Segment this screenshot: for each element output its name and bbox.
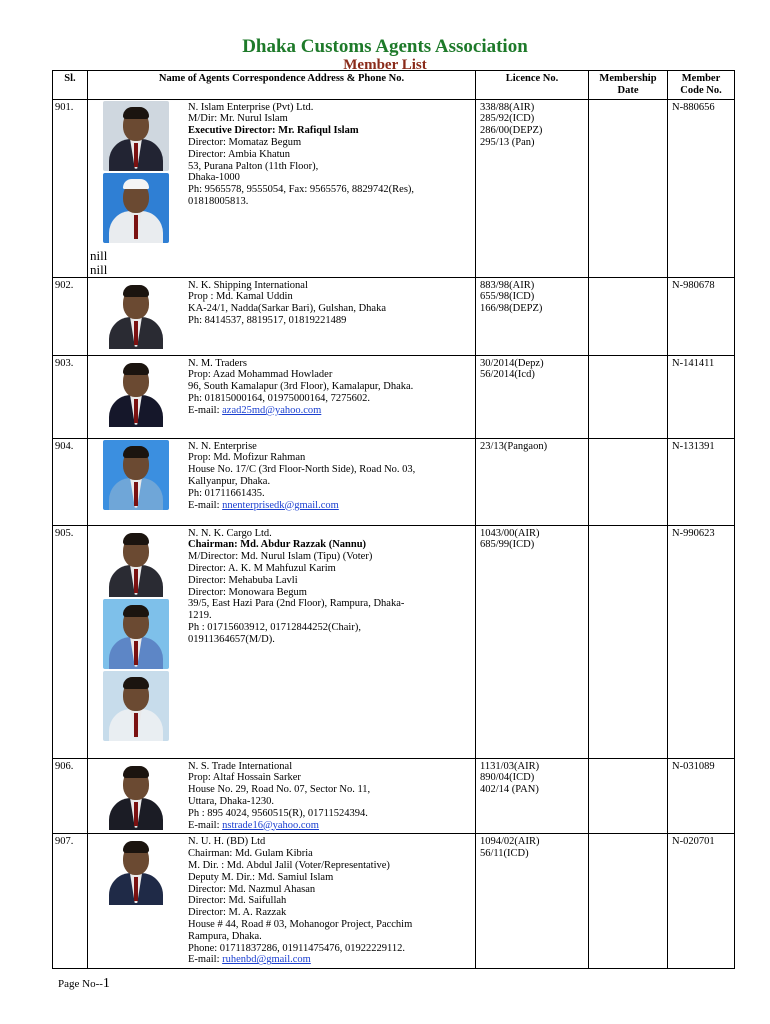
info-line: [188, 464, 471, 476]
info-line: [188, 872, 471, 884]
info-line-text: Director: Ambia Khatun: [188, 148, 291, 160]
member-photo: [103, 671, 169, 741]
info-line: [188, 315, 471, 327]
member-photos: [88, 356, 184, 430]
member-serial: 902.: [53, 277, 88, 355]
member-details-cell: [88, 525, 476, 758]
info-line-text: N. U. H. (BD) Ltd: [188, 836, 266, 848]
member-table: [52, 70, 735, 969]
info-line-text: N. M. Traders: [188, 357, 247, 369]
info-line-text: Director: Monowara Begum: [188, 586, 307, 598]
info-line: [188, 381, 471, 393]
nill-line: nill: [90, 262, 108, 277]
membership-date-cell: [589, 525, 668, 758]
licence-number: 30/2014(Depz): [480, 357, 544, 369]
info-line-text: Ph: 8414537, 8819517, 01819221489: [188, 314, 347, 326]
info-line-text: N. Islam Enterprise (Pvt) Ltd.: [188, 101, 314, 113]
info-line: [188, 161, 471, 173]
info-line-text: Dhaka-1000: [188, 172, 240, 184]
info-line-text: Ph : 895 4024, 9560515(R), 01711524394.: [188, 807, 368, 819]
member-info: [184, 526, 475, 744]
info-line: [188, 476, 471, 488]
licence-cell: [476, 99, 589, 277]
member-photo: [103, 440, 169, 510]
info-line: [188, 137, 471, 149]
member-info: [184, 278, 475, 352]
member-row: [53, 355, 735, 438]
info-line-text: Director: M. A. Razzak: [188, 907, 287, 919]
membership-date-cell: [589, 277, 668, 355]
info-line: [188, 836, 471, 848]
info-line: [188, 149, 471, 161]
member-photos: [88, 834, 184, 968]
info-line: [188, 931, 471, 943]
info-line: [188, 291, 471, 303]
info-line: [188, 452, 471, 464]
info-line-text: House No. 17/C (3rd Floor-North Side), Road No. 03,: [188, 464, 416, 476]
member-serial: 907.: [53, 834, 88, 969]
member-photo: [103, 760, 169, 830]
info-line: [188, 125, 471, 137]
info-line-text: E-mail:: [188, 404, 223, 416]
member-code: N-880656: [668, 99, 735, 277]
info-line-text: Prop: Md. Mofizur Rahman: [188, 452, 306, 464]
member-photo: [103, 599, 169, 669]
info-line: [188, 907, 471, 919]
info-line-text: N. N. Enterprise: [188, 440, 257, 452]
info-line: [188, 820, 471, 832]
licence-number: 23/13(Pangaon): [480, 440, 548, 452]
header-membership-date: Membership Date: [589, 71, 668, 100]
member-code: N-020701: [668, 834, 735, 969]
licence-number: 166/98(DEPZ): [480, 303, 543, 315]
info-line: [188, 551, 471, 563]
info-line: [188, 358, 471, 370]
info-line-text: Director: Mehabuba Lavli: [188, 574, 298, 586]
member-details-cell: [88, 438, 476, 525]
page-number: 1: [102, 976, 110, 991]
member-photos: [88, 278, 184, 352]
licence-number: 1131/03(AIR): [480, 760, 540, 772]
member-info: [184, 759, 475, 834]
licence-number: 402/14 (PAN): [480, 784, 539, 796]
info-line: [188, 528, 471, 540]
info-line-text: 96, South Kamalapur (3rd Floor), Kamalapur, Dhaka.: [188, 381, 414, 393]
info-line: [188, 884, 471, 896]
page-label: Page No--: [58, 978, 103, 990]
member-code: N-980678: [668, 277, 735, 355]
info-line-text: 01818005813.: [188, 195, 249, 207]
info-line-text: KA-24/1, Nadda(Sarkar Bari), Gulshan, Dhaka: [188, 303, 386, 315]
licence-cell: [476, 525, 589, 758]
info-line: [188, 563, 471, 575]
info-line-text: Chairman: Md. Gulam Kibria: [188, 848, 313, 860]
info-line-text: Chairman: Md. Abdur Razzak (Nannu): [188, 539, 367, 551]
info-line-text: E-mail:: [188, 954, 223, 966]
info-line-text: House No. 29, Road No. 07, Sector No. 11,: [188, 784, 371, 796]
page-footer: [58, 976, 110, 992]
header-name: Name of Agents Correspondence Address & Phone No.: [88, 71, 476, 100]
info-line: [188, 280, 471, 292]
licence-number: 56/2014(Icd): [480, 369, 535, 381]
info-line-text: 53, Purana Palton (11th Floor),: [188, 160, 319, 172]
member-serial: 904.: [53, 438, 88, 525]
licence-cell: [476, 758, 589, 834]
info-line-text: N. N. K. Cargo Ltd.: [188, 527, 272, 539]
membership-date-cell: [589, 99, 668, 277]
info-line-text: M. Dir. : Md. Abdul Jalil (Voter/Representative): [188, 859, 390, 871]
info-line: [188, 943, 471, 955]
info-line-text: Director: Md. Nazmul Ahasan: [188, 883, 316, 895]
info-line: [188, 393, 471, 405]
member-photo: [103, 527, 169, 597]
member-photos: [88, 439, 184, 514]
member-serial: 903.: [53, 355, 88, 438]
info-line-text: Phone: 01711837286, 01911475476, 01922229112.: [188, 942, 405, 954]
info-line-text: House # 44, Road # 03, Mohanogor Project, Pacchim: [188, 918, 413, 930]
info-line-text: Prop: Azad Mohammad Howlader: [188, 369, 333, 381]
licence-number: 1094/02(AIR): [480, 836, 540, 848]
info-line: [188, 772, 471, 784]
info-line: [188, 848, 471, 860]
email-link[interactable]: ruhenbd@gmail.com: [222, 954, 311, 966]
member-photos: [88, 526, 184, 744]
info-line: [188, 587, 471, 599]
info-line: [188, 488, 471, 500]
info-line-text: Ph: 9565578, 9555054, Fax: 9565576, 8829742(Res),: [188, 184, 415, 196]
licence-number: 685/99(ICD): [480, 539, 535, 551]
licence-cell: [476, 438, 589, 525]
document-subtitle: Member List: [343, 57, 427, 73]
membership-date-cell: [589, 355, 668, 438]
member-row: [53, 525, 735, 758]
member-serial: 905.: [53, 525, 88, 758]
info-line-text: Ph: 01711661435.: [188, 487, 265, 499]
licence-number: 286/00(DEPZ): [480, 125, 543, 137]
member-serial: 906.: [53, 758, 88, 834]
member-info: [184, 356, 475, 430]
info-line-text: Deputy M. Dir.: Md. Samiul Islam: [188, 871, 334, 883]
info-line: [188, 539, 471, 551]
membership-date-cell: [589, 438, 668, 525]
member-info: [184, 834, 475, 968]
info-line: [188, 860, 471, 872]
member-code: N-141411: [668, 355, 735, 438]
member-row: [53, 277, 735, 355]
info-line-text: Uttara, Dhaka-1230.: [188, 795, 275, 807]
licence-cell: [476, 834, 589, 969]
info-line: [188, 895, 471, 907]
info-line-text: Ph: 01815000164, 01975000164, 7275602.: [188, 392, 371, 404]
info-line: [188, 303, 471, 315]
licence-cell: [476, 355, 589, 438]
info-line: [188, 575, 471, 587]
info-line-text: Ph : 01715603912, 01712844252(Chair),: [188, 621, 361, 633]
nill-note: [90, 249, 107, 277]
member-photo: [103, 101, 169, 171]
member-code: N-990623: [668, 525, 735, 758]
licence-number: 338/88(AIR): [480, 101, 535, 113]
info-line: [188, 634, 471, 646]
member-photo: [103, 173, 169, 243]
licence-number: 295/13 (Pan): [480, 136, 535, 148]
member-photos: [88, 759, 184, 834]
info-line-text: Rampura, Dhaka.: [188, 930, 262, 942]
member-photo: [103, 279, 169, 349]
licence-number: 890/04(ICD): [480, 772, 535, 784]
licence-cell: [476, 277, 589, 355]
licence-number: 56/11(ICD): [480, 848, 529, 860]
info-line: [188, 172, 471, 184]
info-line: [188, 622, 471, 634]
info-line-text: Prop: Altaf Hossain Sarker: [188, 772, 301, 784]
info-line: [188, 441, 471, 453]
info-line-text: Director: A. K. M Mahfuzul Karim: [188, 562, 336, 574]
info-line: [188, 761, 471, 773]
member-row: [53, 834, 735, 969]
nill-line: nill: [90, 248, 108, 263]
info-line: [188, 184, 471, 196]
info-line: [188, 598, 471, 610]
member-code: N-031089: [668, 758, 735, 834]
info-line: [188, 796, 471, 808]
email-link[interactable]: nnenterprisedk@gmail.com: [222, 499, 339, 511]
header-row: [53, 71, 735, 100]
info-line-text: Director: Momataz Begum: [188, 136, 302, 148]
info-line-text: M/Dir: Mr. Nurul Islam: [188, 113, 288, 125]
info-line: [188, 784, 471, 796]
info-line: [188, 808, 471, 820]
member-code: N-131391: [668, 438, 735, 525]
info-line: [188, 405, 471, 417]
info-line: [188, 196, 471, 208]
info-line-text: N. K. Shipping International: [188, 279, 308, 291]
email-link[interactable]: azad25md@yahoo.com: [222, 404, 322, 416]
document-title: Dhaka Customs Agents Association: [242, 36, 528, 57]
member-details-cell: [88, 758, 476, 834]
info-line: [188, 113, 471, 125]
membership-date-cell: [589, 834, 668, 969]
info-line-text: E-mail:: [188, 819, 223, 831]
info-line-text: E-mail:: [188, 499, 223, 511]
member-photo: [103, 835, 169, 905]
info-line-text: 1219.: [188, 610, 212, 622]
info-line-text: 01911364657(M/D).: [188, 633, 275, 645]
info-line: [188, 500, 471, 512]
licence-number: 883/98(AIR): [480, 279, 535, 291]
licence-number: 285/92(ICD): [480, 113, 535, 125]
member-serial: 901.: [53, 99, 88, 277]
info-line-text: Prop : Md. Kamal Uddin: [188, 291, 293, 303]
info-line: [188, 954, 471, 966]
member-details-cell: [88, 355, 476, 438]
member-info: [184, 439, 475, 514]
info-line: [188, 369, 471, 381]
licence-number: 655/98(ICD): [480, 291, 535, 303]
info-line-text: 39/5, East Hazi Para (2nd Floor), Rampura, Dhaka-: [188, 598, 405, 610]
info-line-text: N. S. Trade International: [188, 760, 293, 772]
member-info: [184, 100, 475, 246]
info-line-text: M/Director: Md. Nurul Islam (Tipu) (Voter): [188, 551, 373, 563]
info-line-text: Executive Director: Mr. Rafiqul Islam: [188, 125, 359, 137]
info-line: [188, 919, 471, 931]
info-line-text: Kallyanpur, Dhaka.: [188, 475, 271, 487]
member-details-cell: [88, 834, 476, 969]
licence-number: 1043/00(AIR): [480, 527, 540, 539]
header-licence: Licence No.: [476, 71, 589, 100]
info-line: [188, 102, 471, 114]
member-photo: [103, 357, 169, 427]
member-row: [53, 99, 735, 277]
info-line: [188, 610, 471, 622]
member-photos: [88, 100, 184, 246]
member-details-cell: [88, 99, 476, 277]
info-line-text: Director: Md. Saifullah: [188, 895, 287, 907]
member-details-cell: [88, 277, 476, 355]
email-link[interactable]: nstrade16@yahoo.com: [222, 819, 319, 831]
member-row: [53, 758, 735, 834]
header-member-code: Member Code No.: [668, 71, 735, 100]
member-row: [53, 438, 735, 525]
membership-date-cell: [589, 758, 668, 834]
header-sl: Sl.: [53, 71, 88, 100]
